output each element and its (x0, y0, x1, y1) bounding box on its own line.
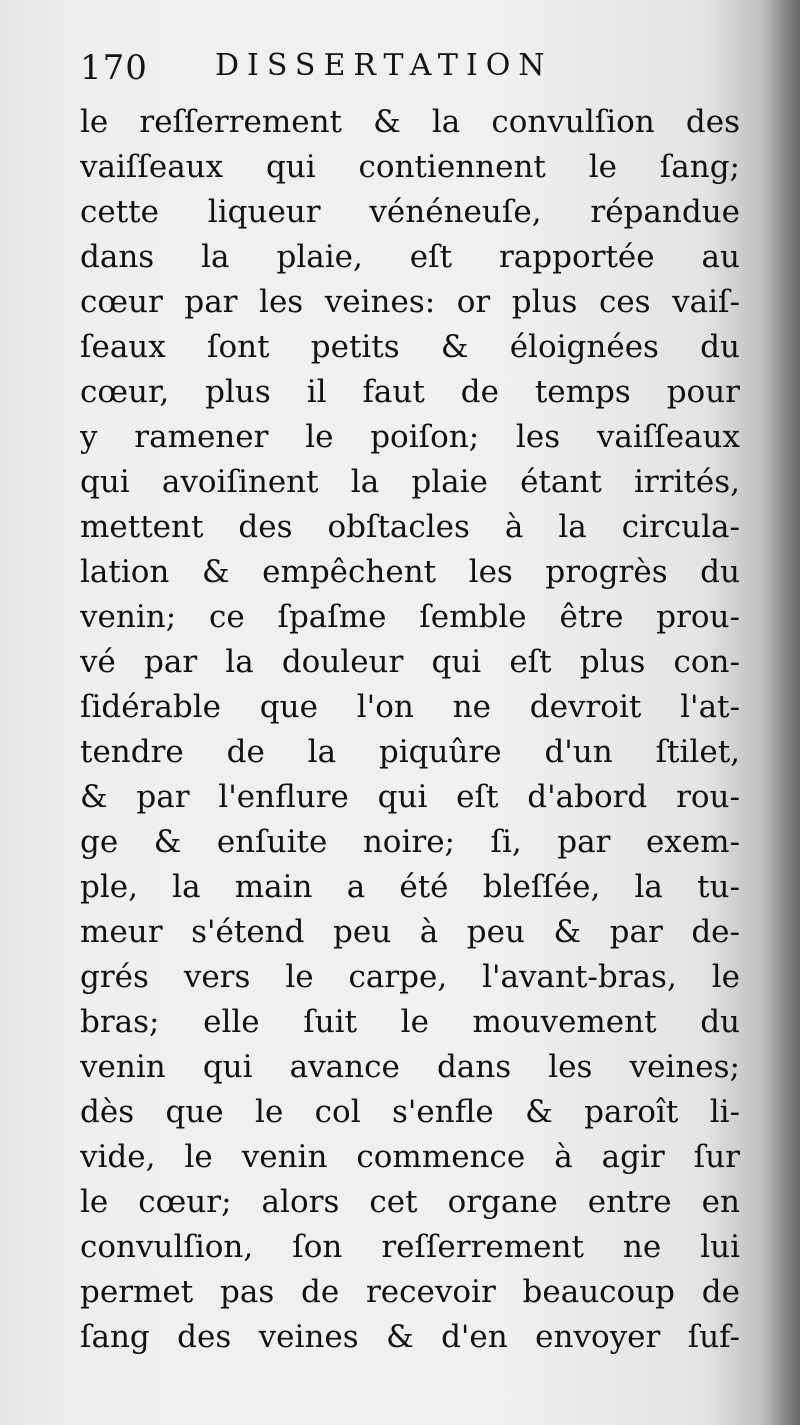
page-header (80, 40, 640, 100)
text-line: ſang des veines & d'en envoyer ſuf- (80, 1319, 740, 1355)
text-line: venin qui avance dans les veines; (80, 1049, 740, 1085)
text-line: le reſſerrement & la convulſion des (80, 104, 740, 140)
text-line: ge & enſuite noire; ſi, par exem- (80, 824, 740, 860)
text-line: le cœur; alors cet organe entre en (80, 1184, 740, 1220)
text-line: vé par la douleur qui eſt plus con- (80, 644, 740, 680)
text-line: dès que le col s'enfle & paroît li- (80, 1094, 740, 1130)
text-line: mettent des obſtacles à la circula- (80, 509, 740, 545)
text-line: ſeaux ſont petits & éloignées du (80, 329, 740, 365)
text-line: cœur, plus il faut de temps pour (80, 374, 740, 410)
text-line: bras; elle ſuit le mouvement du (80, 1004, 740, 1040)
text-line: & par l'enflure qui eſt d'abord rou- (80, 779, 740, 815)
body-text (80, 100, 740, 1360)
text-line: cette liqueur vénéneuſe, répandue (80, 194, 740, 230)
page-edge-shadow (760, 0, 800, 1425)
text-line: lation & empêchent les progrès du (80, 554, 740, 590)
text-line: venin; ce ſpaſme ſemble être prou- (80, 599, 740, 635)
text-line: ſidérable que l'on ne devroit l'at- (80, 689, 740, 725)
running-title: DISSERTATION (215, 48, 553, 83)
text-line: cœur par les veines: or plus ces vaiſ- (80, 284, 740, 320)
text-line: tendre de la piquûre d'un ſtilet, (80, 734, 740, 770)
text-line: convulſion, ſon reſſerrement ne lui (80, 1229, 740, 1265)
text-line: dans la plaie, eſt rapportée au (80, 239, 740, 275)
text-line: permet pas de recevoir beaucoup de (80, 1274, 740, 1310)
page-number: 170 (80, 48, 148, 88)
text-line: grés vers le carpe, l'avant-bras, le (80, 959, 740, 995)
text-line: ple, la main a été bleſſée, la tu- (80, 869, 740, 905)
text-line: meur s'étend peu à peu & par de- (80, 914, 740, 950)
text-line: y ramener le poiſon; les vaiſſeaux (80, 419, 740, 455)
text-line: vide, le venin commence à agir ſur (80, 1139, 740, 1175)
text-line: qui avoiſinent la plaie étant irrités, (80, 464, 740, 500)
text-line: vaiſſeaux qui contiennent le ſang; (80, 149, 740, 185)
